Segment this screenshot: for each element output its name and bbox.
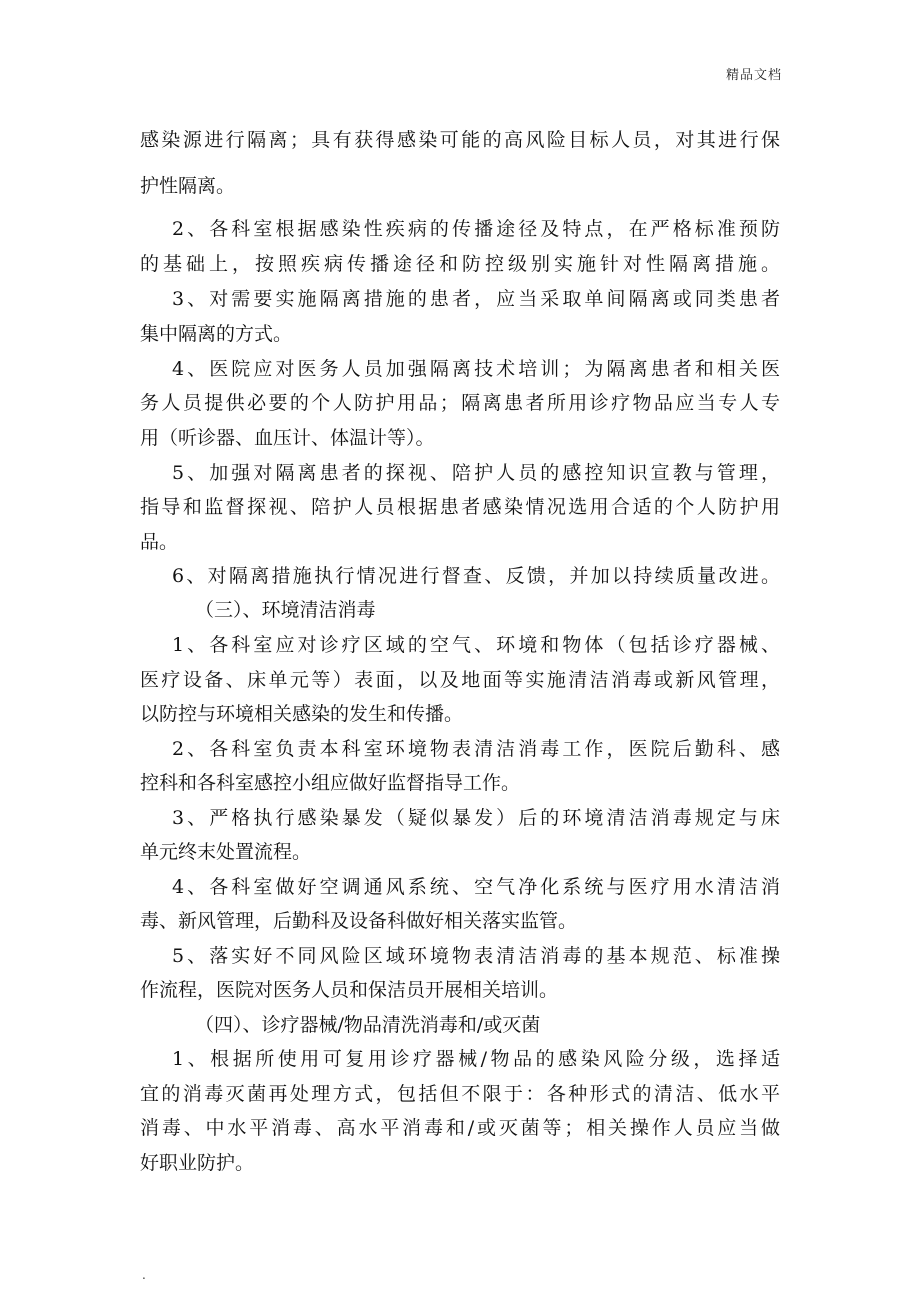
text-line: 单元终末处置流程。 <box>140 841 312 863</box>
text-line: 用（听诊器、血压计、体温计等）。 <box>140 427 435 449</box>
text-line: 5、加强对隔离患者的探视、陪护人员的感控知识宣教与管理， <box>172 462 780 484</box>
text-line: 2、各科室根据感染性疾病的传播途径及特点，在严格标准预防 <box>172 218 780 240</box>
text-line: 6、对隔离措施执行情况进行督查、反馈，并加以持续质量改进。 <box>172 565 780 587</box>
text-line: 宜的消毒灭菌再处理方式，包括但不限于：各种形式的清洁、低水平 <box>140 1083 780 1105</box>
text-line: 1、各科室应对诊疗区域的空气、环境和物体（包括诊疗器械、 <box>172 634 780 656</box>
section-heading: （四）、诊疗器械/物品清洗消毒和/或灭菌 <box>195 1014 541 1036</box>
text-line: 指导和监督探视、陪护人员根据患者感染情况选用合适的个人防护用 <box>140 496 780 518</box>
section-heading: （三）、环境清洁消毒 <box>195 599 376 621</box>
text-line: 感染源进行隔离；具有获得感染可能的高风险目标人员，对其进行保 <box>140 129 780 151</box>
text-line: 消毒、中水平消毒、高水平消毒和/或灭菌等；相关操作人员应当做 <box>140 1117 780 1139</box>
text-line: 务人员提供必要的个人防护用品；隔离患者所用诊疗物品应当专人专 <box>140 392 780 414</box>
page-header-label: 精品文档 <box>725 68 782 83</box>
text-line: 4、医院应对医务人员加强隔离技术培训；为隔离患者和相关医 <box>172 358 780 380</box>
text-line: 控科和各科室感控小组应做好监督指导工作。 <box>140 772 521 794</box>
text-line: 3、对需要实施隔离措施的患者，应当采取单间隔离或同类患者 <box>172 288 780 310</box>
text-line: 3、严格执行感染暴发（疑似暴发）后的环境清洁消毒规定与床 <box>172 807 780 829</box>
text-line: 护性隔离。 <box>140 175 236 197</box>
footer-mark: . <box>142 1268 146 1282</box>
text-line: 4、各科室做好空调通风系统、空气净化系统与医疗用水清洁消 <box>172 876 780 898</box>
text-line: 2、各科室负责本科室环境物表清洁消毒工作，医院后勤科、感 <box>172 738 780 760</box>
text-line: 的基础上，按照疾病传播途径和防控级别实施针对性隔离措施。 <box>140 253 780 275</box>
text-line: 1、根据所使用可复用诊疗器械/物品的感染风险分级，选择适 <box>172 1048 780 1070</box>
text-line: 毒、新风管理，后勤科及设备科做好相关落实监管。 <box>140 910 578 932</box>
text-line: 品。 <box>140 531 179 553</box>
text-line: 好职业防护。 <box>140 1152 255 1174</box>
text-line: 以防控与环境相关感染的发生和传播。 <box>140 703 464 725</box>
text-line: 集中隔离的方式。 <box>140 323 293 345</box>
text-line: 医疗设备、床单元等）表面，以及地面等实施清洁消毒或新风管理， <box>140 669 780 691</box>
text-line: 作流程，医院对医务人员和保洁员开展相关培训。 <box>140 979 559 1001</box>
text-line: 5、落实好不同风险区域环境物表清洁消毒的基本规范、标准操 <box>172 945 780 967</box>
